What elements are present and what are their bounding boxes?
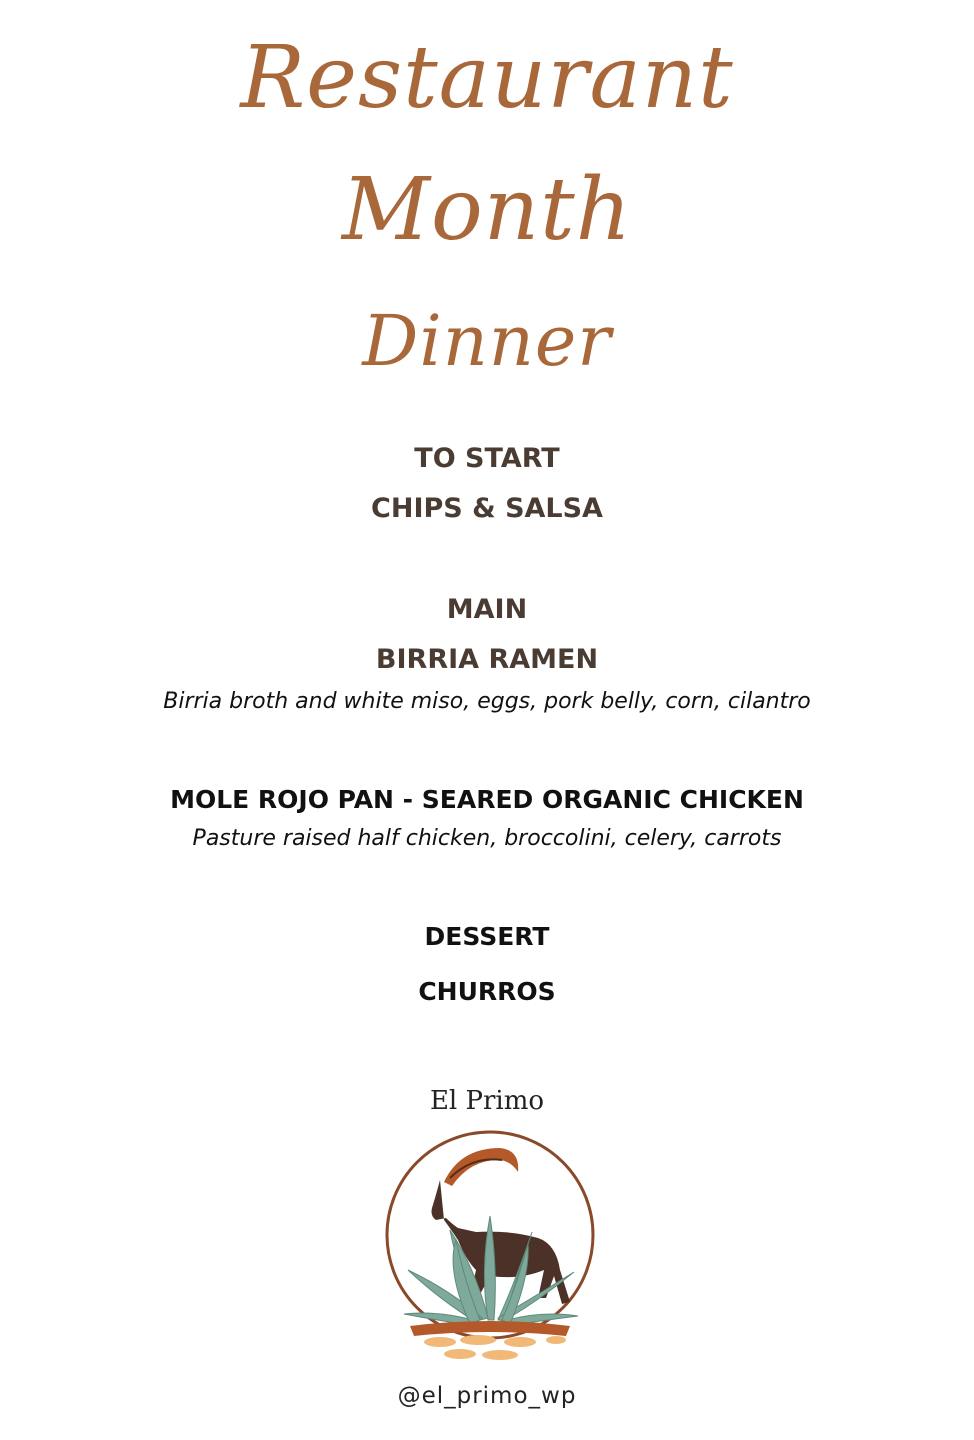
section-heading-dessert: DESSERT bbox=[424, 922, 550, 951]
brand-name: El Primo bbox=[429, 1086, 545, 1116]
menu-item-mole-rojo-desc: Pasture raised half chicken, broccolini, celery, carrots bbox=[192, 826, 782, 851]
section-heading-start: TO START bbox=[414, 443, 560, 474]
title-dinner: Dinner bbox=[362, 300, 612, 382]
goat-icon bbox=[432, 1148, 571, 1304]
social-handle: @el_primo_wp bbox=[397, 1383, 577, 1409]
ground-icon bbox=[410, 1321, 570, 1360]
menu-item-mole-rojo: MOLE ROJO PAN - SEARED ORGANIC CHICKEN bbox=[170, 785, 804, 814]
section-heading-main: MAIN bbox=[446, 594, 528, 625]
menu-item-churros: CHURROS bbox=[418, 977, 556, 1006]
goat-agave-logo bbox=[380, 1120, 600, 1370]
title-restaurant: Restaurant bbox=[240, 28, 734, 128]
title-month: Month bbox=[341, 160, 633, 260]
menu-item-birria-ramen-desc: Birria broth and white miso, eggs, pork belly, corn, cilantro bbox=[163, 689, 811, 714]
menu-item-chips-salsa: CHIPS & SALSA bbox=[371, 493, 603, 524]
menu-item-birria-ramen: BIRRIA RAMEN bbox=[375, 644, 599, 675]
